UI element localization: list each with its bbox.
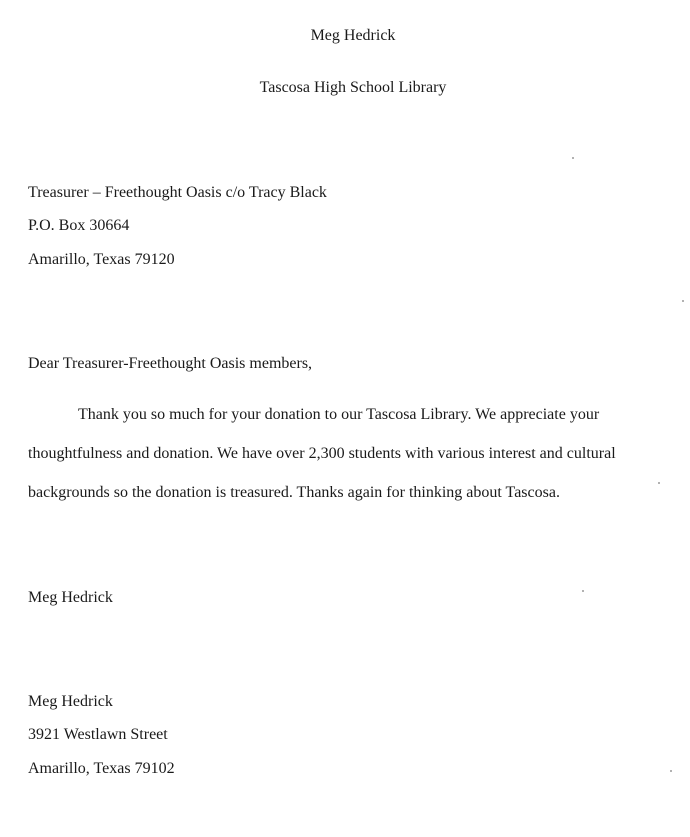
scan-speck — [572, 157, 574, 159]
body-line-3: backgrounds so the donation is treasured. Thanks again for thinking about Tascosa. — [28, 484, 560, 501]
sender-line-1: Meg Hedrick — [28, 693, 113, 710]
recipient-line-3: Amarillo, Texas 79120 — [28, 251, 175, 268]
signature: Meg Hedrick — [28, 589, 113, 606]
recipient-line-1: Treasurer – Freethought Oasis c/o Tracy Black — [28, 184, 327, 201]
salutation: Dear Treasurer-Freethought Oasis members, — [28, 355, 313, 372]
scan-speck — [670, 770, 672, 772]
sender-line-3: Amarillo, Texas 79102 — [28, 760, 175, 777]
body-line-1: Thank you so much for your donation to our Tascosa Library. We appreciate your — [78, 406, 600, 423]
recipient-line-2: P.O. Box 30664 — [28, 217, 130, 234]
sender-line-2: 3921 Westlawn Street — [28, 726, 168, 743]
header-name: Meg Hedrick — [310, 27, 396, 44]
header-organization: Tascosa High School Library — [259, 79, 447, 96]
scan-speck — [682, 300, 684, 302]
scan-speck — [582, 590, 584, 592]
scan-speck — [658, 482, 660, 484]
body-line-2: thoughtfulness and donation. We have over 2,300 students with various interest and cultural — [28, 445, 616, 462]
